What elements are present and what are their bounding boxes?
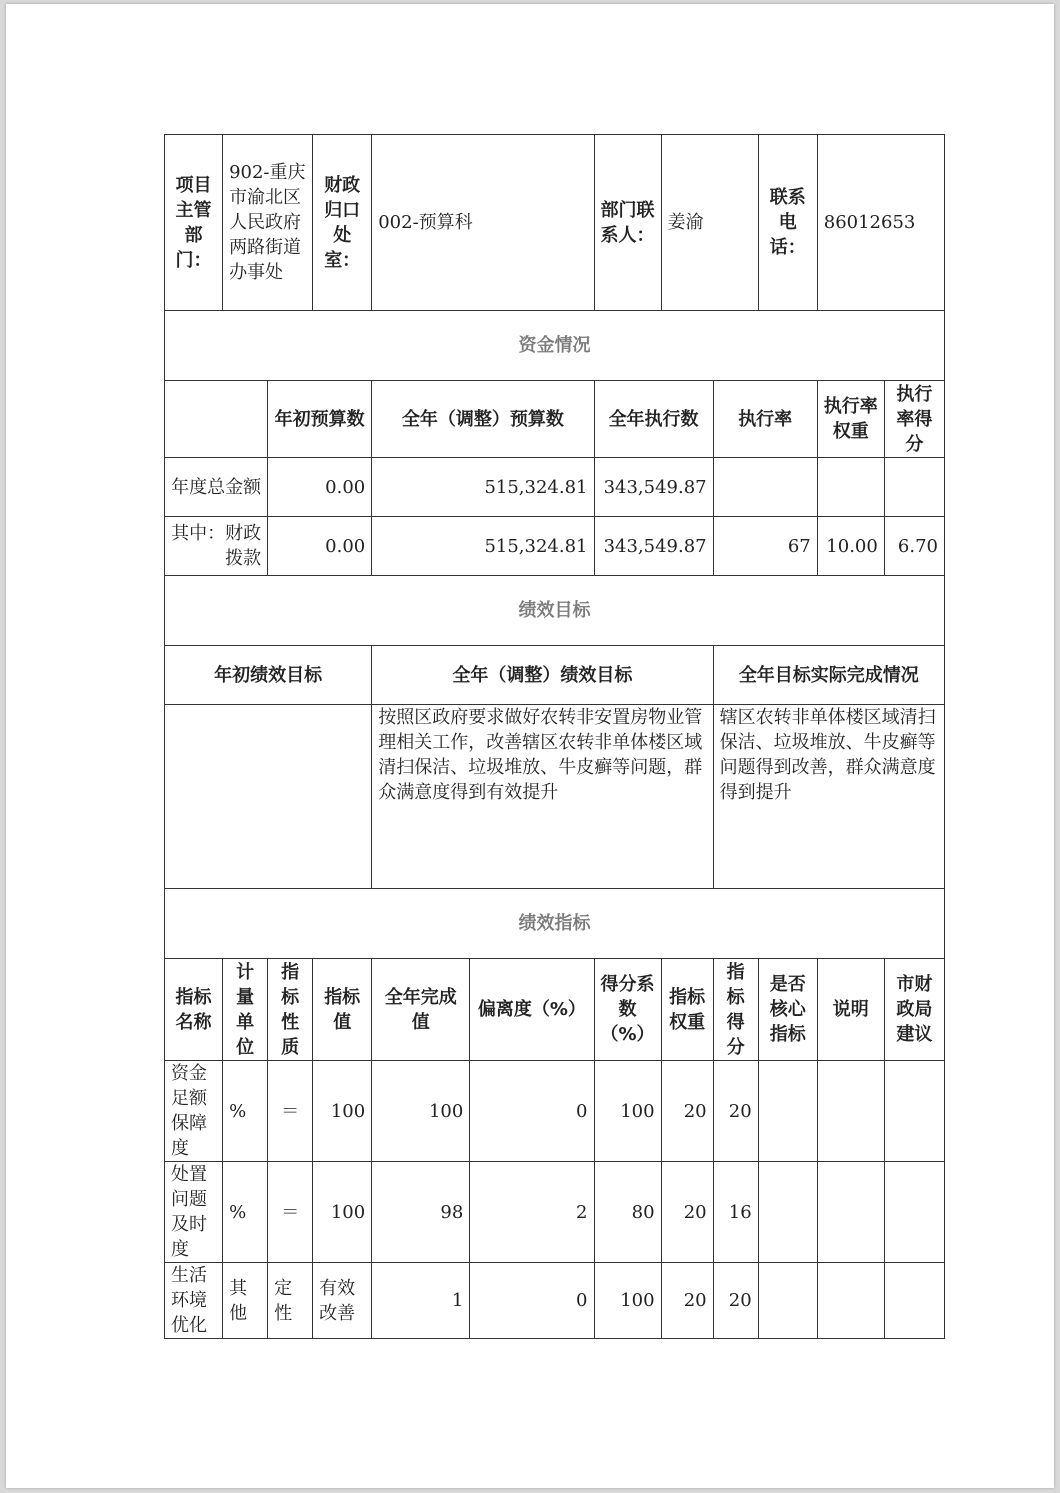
ind-name: 资金足额保障度: [165, 1061, 223, 1162]
ind-col-unit: 计量单位: [223, 959, 268, 1061]
ind-core: [758, 1263, 817, 1339]
funds-col-executed: 全年执行数: [594, 381, 713, 458]
ind-col-advice: 市财政局建议: [884, 959, 944, 1061]
funds-score: 6.70: [884, 517, 944, 576]
ind-deviation: 2: [470, 1162, 594, 1263]
funds-row-fiscal: [165, 517, 945, 576]
ind-core: [758, 1061, 817, 1162]
ind-weight: 20: [661, 1162, 713, 1263]
funds-score: [884, 458, 944, 517]
ind-actual: 1: [372, 1263, 470, 1339]
ind-score: 20: [713, 1061, 758, 1162]
ind-target: 100: [313, 1061, 372, 1162]
indicator-row: [165, 1263, 945, 1339]
goals-col-actual: 全年目标实际完成情况: [713, 646, 944, 705]
document-page: [6, 4, 1054, 1488]
funds-initial: 0.00: [268, 458, 372, 517]
ind-col-score: 指标得分: [713, 959, 758, 1061]
goals-actual-text: 辖区农转非单体楼区域清扫保洁、垃圾堆放、牛皮癣等问题得到改善，群众满意度得到提升: [713, 705, 944, 889]
funds-col-score: 执行率得分: [884, 381, 944, 458]
ind-nature: 定性: [268, 1263, 313, 1339]
ind-unit: 其他: [223, 1263, 268, 1339]
indicators-header-row: [165, 959, 945, 1061]
ind-actual: 98: [372, 1162, 470, 1263]
goals-col-adjusted: 全年（调整）绩效目标: [372, 646, 713, 705]
ind-col-coef: 得分系数（%）: [594, 959, 661, 1061]
ind-advice: [884, 1263, 944, 1339]
funds-rate: [713, 458, 817, 517]
funds-executed: 343,549.87: [594, 458, 713, 517]
ind-name: 生活环境优化: [165, 1263, 223, 1339]
goals-content-row: [165, 705, 945, 889]
ind-note: [817, 1061, 884, 1162]
funds-corner-cell: [165, 381, 268, 458]
ind-coef: 100: [594, 1061, 661, 1162]
ind-deviation: 0: [470, 1263, 594, 1339]
goals-initial-text: [165, 705, 372, 889]
contact-label: 部门联系人：: [594, 135, 661, 311]
ind-advice: [884, 1061, 944, 1162]
dept-value: 902-重庆市渝北区人民政府两路街道办事处: [223, 135, 313, 311]
ind-col-deviation: 偏离度（%）: [470, 959, 594, 1061]
funds-weight: 10.00: [817, 517, 884, 576]
funds-col-initial: 年初预算数: [268, 381, 372, 458]
dept-label: 项目主管部门：: [165, 135, 223, 311]
finance-value: 002-预算科: [372, 135, 594, 311]
ind-unit: %: [223, 1061, 268, 1162]
finance-label: 财政归口处室：: [313, 135, 372, 311]
funds-executed: 343,549.87: [594, 517, 713, 576]
ind-note: [817, 1263, 884, 1339]
ind-col-note: 说明: [817, 959, 884, 1061]
funds-row-label: 其中：财政拨款: [165, 517, 268, 576]
goals-header-row: [165, 646, 945, 705]
funds-row-total: [165, 458, 945, 517]
funds-row-label: 年度总金额: [165, 458, 268, 517]
ind-name: 处置问题及时度: [165, 1162, 223, 1263]
ind-target: 有效改善: [313, 1263, 372, 1339]
ind-col-weight: 指标权重: [661, 959, 713, 1061]
contact-value: 姜渝: [661, 135, 758, 311]
header-row: [165, 135, 945, 311]
goals-section-title: 绩效目标: [165, 576, 945, 646]
ind-weight: 20: [661, 1263, 713, 1339]
funds-weight: [817, 458, 884, 517]
ind-nature: ＝: [268, 1061, 313, 1162]
funds-section-title: 资金情况: [165, 311, 945, 381]
ind-col-core: 是否核心指标: [758, 959, 817, 1061]
ind-coef: 100: [594, 1263, 661, 1339]
ind-score: 16: [713, 1162, 758, 1263]
indicator-row: [165, 1061, 945, 1162]
phone-label: 联系电话：: [758, 135, 817, 311]
indicators-section-title: 绩效指标: [165, 889, 945, 959]
funds-col-weight: 执行率权重: [817, 381, 884, 458]
goals-col-initial: 年初绩效目标: [165, 646, 372, 705]
ind-core: [758, 1162, 817, 1263]
ind-col-nature: 指标性质: [268, 959, 313, 1061]
funds-header-row: [165, 381, 945, 458]
ind-unit: %: [223, 1162, 268, 1263]
ind-advice: [884, 1162, 944, 1263]
ind-col-name: 指标名称: [165, 959, 223, 1061]
ind-coef: 80: [594, 1162, 661, 1263]
goals-adjusted-text: 按照区政府要求做好农转非安置房物业管理相关工作，改善辖区农转非单体楼区域清扫保洁、垃圾堆放、牛皮癣等问题，群众满意度得到有效提升: [372, 705, 713, 889]
performance-table: [164, 134, 945, 1339]
ind-col-actual: 全年完成值: [372, 959, 470, 1061]
ind-score: 20: [713, 1263, 758, 1339]
ind-col-target: 指标值: [313, 959, 372, 1061]
ind-weight: 20: [661, 1061, 713, 1162]
ind-actual: 100: [372, 1061, 470, 1162]
indicator-row: [165, 1162, 945, 1263]
ind-deviation: 0: [470, 1061, 594, 1162]
ind-nature: ＝: [268, 1162, 313, 1263]
funds-adjusted: 515,324.81: [372, 458, 594, 517]
ind-target: 100: [313, 1162, 372, 1263]
phone-value: 86012653: [817, 135, 944, 311]
funds-col-rate: 执行率: [713, 381, 817, 458]
funds-rate: 67: [713, 517, 817, 576]
funds-col-adjusted: 全年（调整）预算数: [372, 381, 594, 458]
ind-note: [817, 1162, 884, 1263]
funds-initial: 0.00: [268, 517, 372, 576]
funds-adjusted: 515,324.81: [372, 517, 594, 576]
